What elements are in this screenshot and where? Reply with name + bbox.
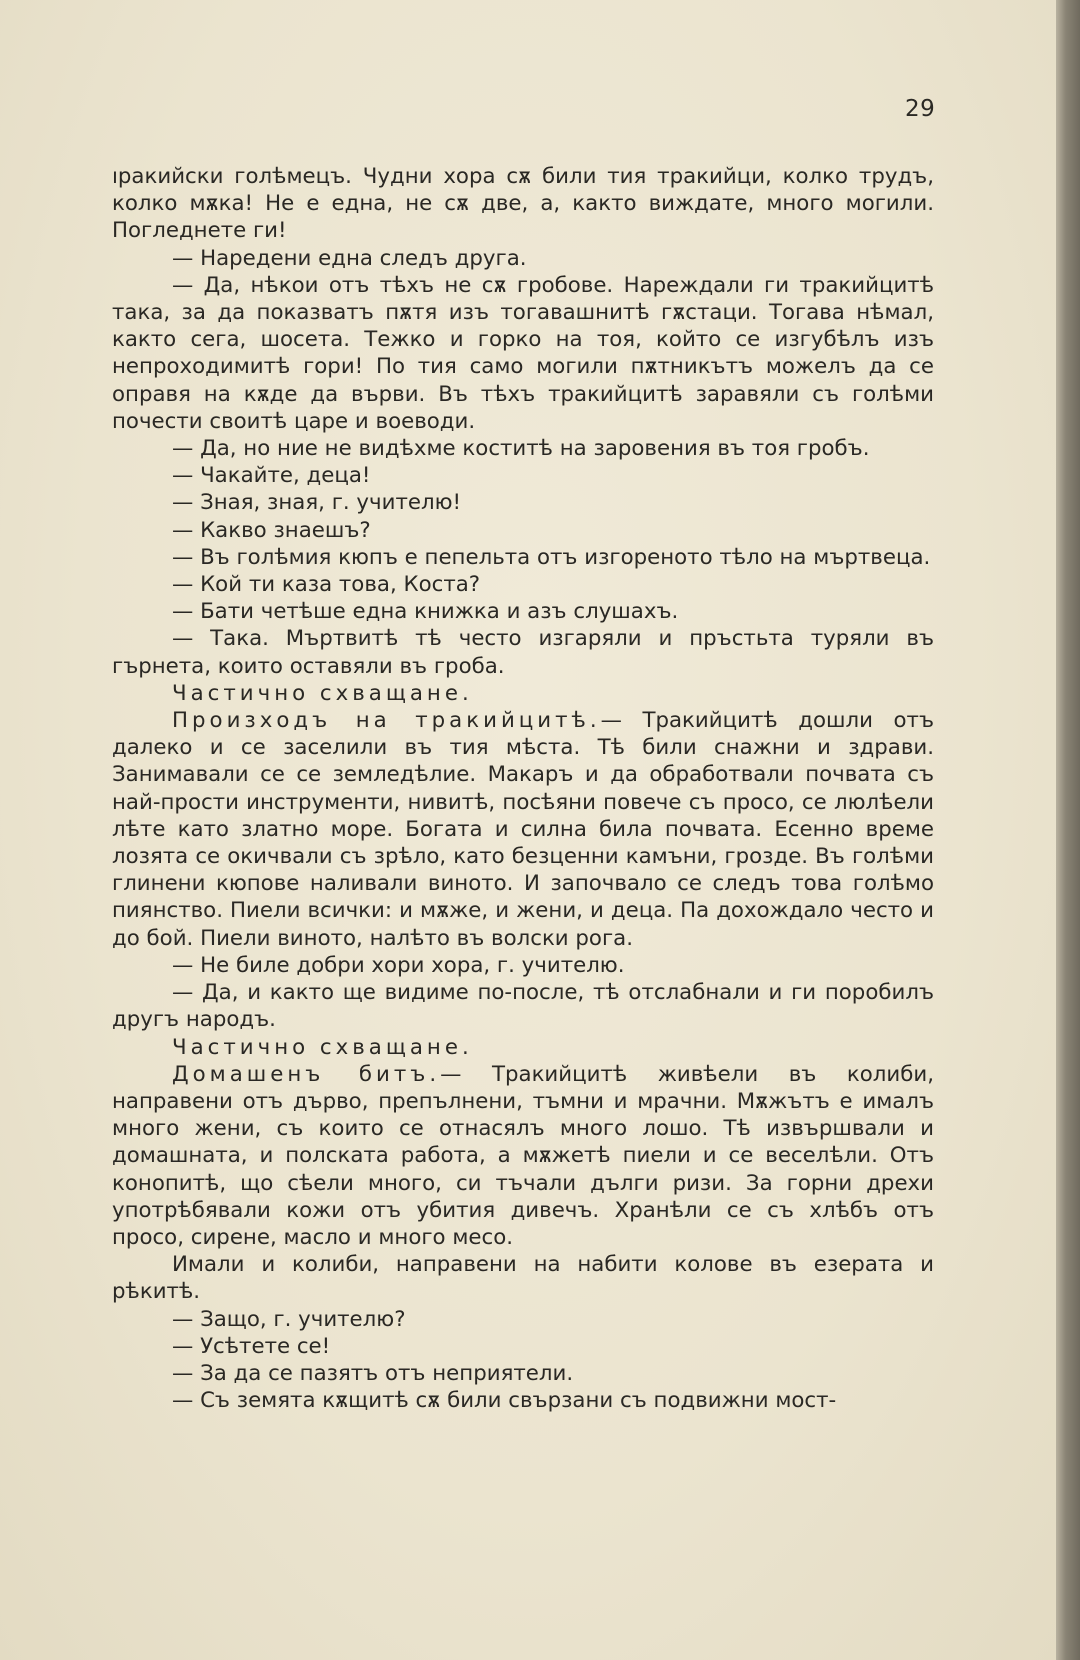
paragraph: — Да, нѣкои отъ тѣхъ не сѫ гробове. Нареждали ги тракийцитѣ така, за да показватъ пѫтя изъ тогавашнитѣ гѫстаци. Тогава нѣмал, както сега, шосета. Тежко и горко на тоя, който се изгубѣлъ изъ непроходимитѣ гори! По тия само могили пѫтникътъ можелъ да се оправя на кѫде да върви. Въ тѣхъ тракийцитѣ заравяли съ голѣми почести своитѣ царе и воеводи.: [112, 272, 934, 434]
section-summary: Частично схващане.: [172, 680, 473, 706]
page-number: 29: [905, 96, 936, 122]
paragraph: — Какво знаешъ?: [172, 517, 371, 543]
paragraph: Имали и колиби, направени на набити колове въ езерата и рѣкитѣ.: [112, 1252, 934, 1305]
page-text: [112, 163, 934, 1414]
paragraph: — Чакайте, деца!: [172, 463, 371, 489]
paragraph-body: — Тракийцитѣ дошли отъ далеко и се заселили въ тия мѣста. Тѣ били снажни и здрави. Занимавали се се земледѣлие. Макаръ и да обработвали почвата съ най-прости инструменти, нивитѣ, посѣяни повече съ просо, се люлѣели лѣте като златно море. Богата и силна била почвата. Есенно време лозята се окичвали съ зрѣло, като безценни камъни, грозде. Въ голѣми глинени кюпове наливали виното. И започвало се следъ това голѣмо пиянство. Пиели всички: и мѫже, и жени, и деца. Па дохождало често и до бой. Пиели виното, налѣто въ волски рога.: [112, 708, 934, 951]
paragraph: — Въ голѣмия кюпъ е пепельта отъ изгореното тѣло на мъртвеца.: [172, 544, 931, 570]
paragraph: — Наредени една следъ друга.: [172, 245, 527, 271]
paragraph: — Усѣтете се!: [172, 1333, 331, 1359]
paragraph: — Кой ти каза това, Коста?: [172, 572, 481, 598]
section-heading: Домашенъ битъ.: [172, 1061, 441, 1087]
paragraph: ıракийски голѣмецъ. Чудни хора сѫ били тия тракийци, колко трудъ, колко мѫка! Не е една, не сѫ две, а, както виждате, много могили. Погледнете ги!: [112, 164, 934, 244]
section-summary: Частично схващане.: [172, 1034, 473, 1060]
paragraph: — Зная, зная, г. учителю!: [172, 490, 462, 516]
paragraph-with-heading: [112, 707, 934, 952]
paragraph-with-heading: [112, 1061, 934, 1251]
section-heading: Произходъ на тракийцитѣ.: [172, 708, 601, 734]
paragraph-body: — Тракийцитѣ живѣели въ колиби, направени отъ дърво, препълнени, тъмни и мрачни. Мѫжътъ е ималъ много жени, съ които се отнасялъ много лошо. Тѣ извършвали и домашната, и полската работа, а мѫжетѣ пиели и се веселѣли. Отъ конопитѣ, що сѣели много, си тъчали дълги ризи. За горни дрехи употрѣбявали кожи отъ убития дивечъ. Хранѣли се съ хлѣбъ отъ просо, сирене, масло и много месо.: [112, 1061, 934, 1250]
paragraph: — За да се пазятъ отъ неприятели.: [172, 1360, 574, 1386]
paragraph: — Защо, г. учителю?: [172, 1306, 406, 1332]
paragraph: — Съ земята кѫщитѣ сѫ били свързани съ подвижни мост-: [172, 1388, 837, 1414]
paragraph: — Да, и както ще видиме по-после, тѣ отслабнали и ги поробилъ другъ народъ.: [112, 980, 934, 1033]
paragraph: — Бати четѣше една книжка и азъ слушахъ.: [172, 599, 679, 625]
page-edge-shadow: [1056, 0, 1080, 1660]
paragraph: — Да, но ние не видѣхме коститѣ на заровения въ тоя гробъ.: [172, 436, 870, 462]
paragraph: — Така. Мъртвитѣ тѣ често изгаряли и пръстьта туряли въ гърнета, които оставяли въ гроба.: [112, 626, 934, 679]
paragraph: — Не биле добри хори хора, г. учителю.: [172, 952, 625, 978]
